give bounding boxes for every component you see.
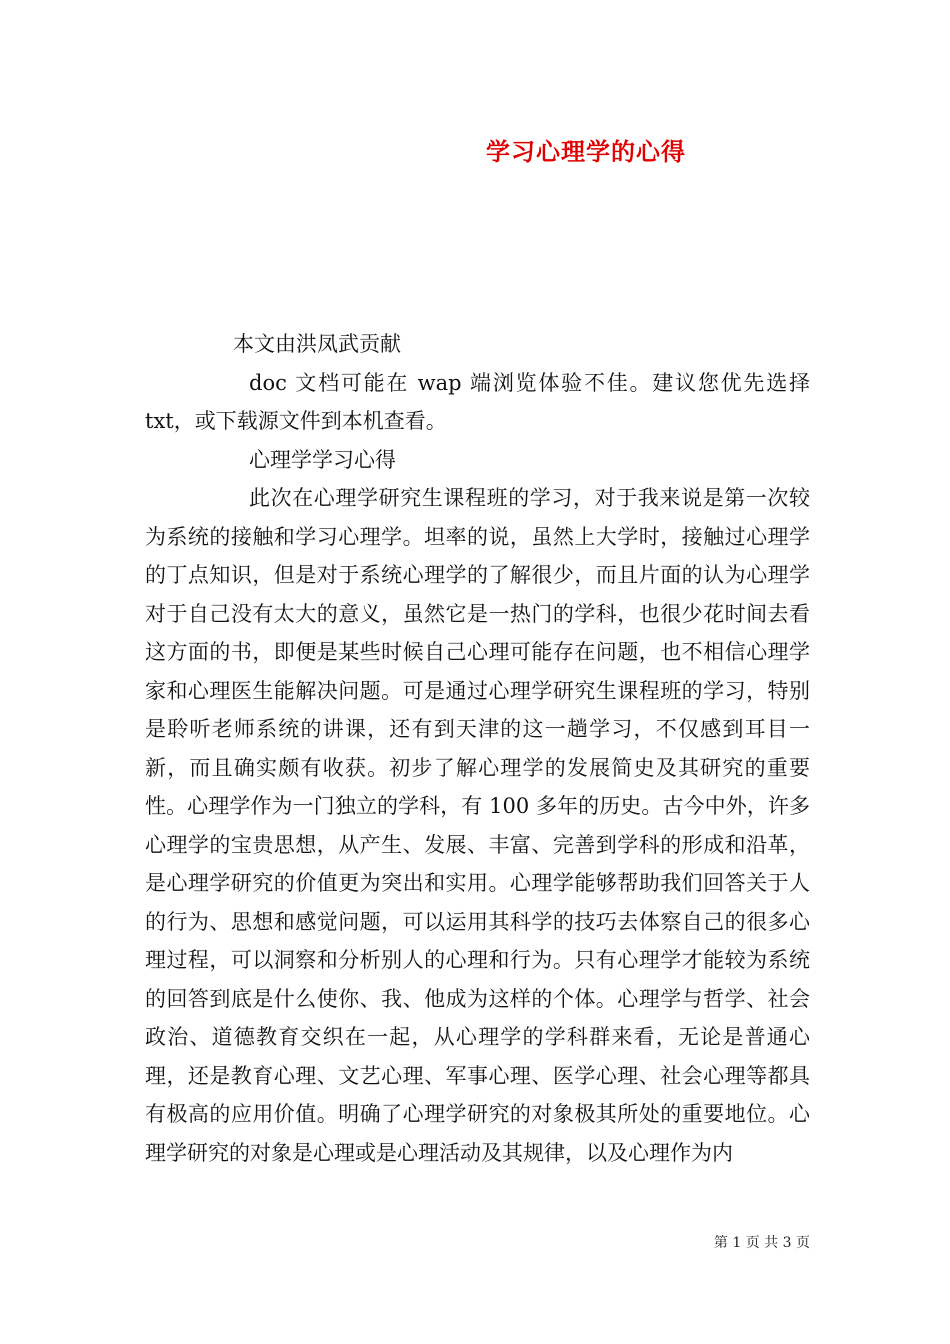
section-subtitle: 心理学学习心得 [249, 447, 396, 472]
page-number: 第 1 页 共 3 页 [713, 1235, 810, 1251]
format-notice: doc 文档可能在 wap 端浏览体验不佳。建议您优先选择 txt，或下载源文件到本机查看。 [145, 370, 810, 433]
document-title: 学习心理学的心得 [486, 137, 686, 166]
contributor-line: 本文由洪凤武贡献 [233, 332, 401, 356]
document-body [145, 325, 810, 1172]
body-paragraph: 此次在心理学研究生课程班的学习，对于我来说是第一次较为系统的接触和学习心理学。坦率的说，虽然上大学时，接触过心理学的丁点知识，但是对于系统心理学的了解很少，而且片面的认为心理学对于自己没有太大的意义，虽然它是一热门的学科，也很少花时间去看这方面的书，即便是某些时候自己心理可能存在问题，也不相信心理学家和心理医生能解决问题。可是通过心理学研究生课程班的学习，特别是聆听老师系统的讲课，还有到天津的这一趟学习，不仅感到耳目一新，而且确实颇有收获。初步了解心理学的发展简史及其研究的重要性。心理学作为一门独立的学科，有 100 多年的历史。古今中外，许多心理学的宝贵思想，从产生、发展、丰富、完善到学科的形成和沿革，是心理学研究的价值更为突出和实用。心理学能够帮助我们回答关于人的行为、思想和感觉问题，可以运用其科学的技巧去体察自己的很多心理过程，可以洞察和分析别人的心理和行为。只有心理学才能较为系统的回答到底是什么使你、我、他成为这样的个体。心理学与哲学、社会政治、道德教育交织在一起，从心理学的学科群来看，无论是普通心理，还是教育心理、文艺心理、军事心理、医学心理、社会心理等都具有极高的应用价值。明确了心理学研究的对象极其所处的重要地位。心理学研究的对象是心理或是心理活动及其规律，以及心理作为内 [145, 486, 810, 1165]
